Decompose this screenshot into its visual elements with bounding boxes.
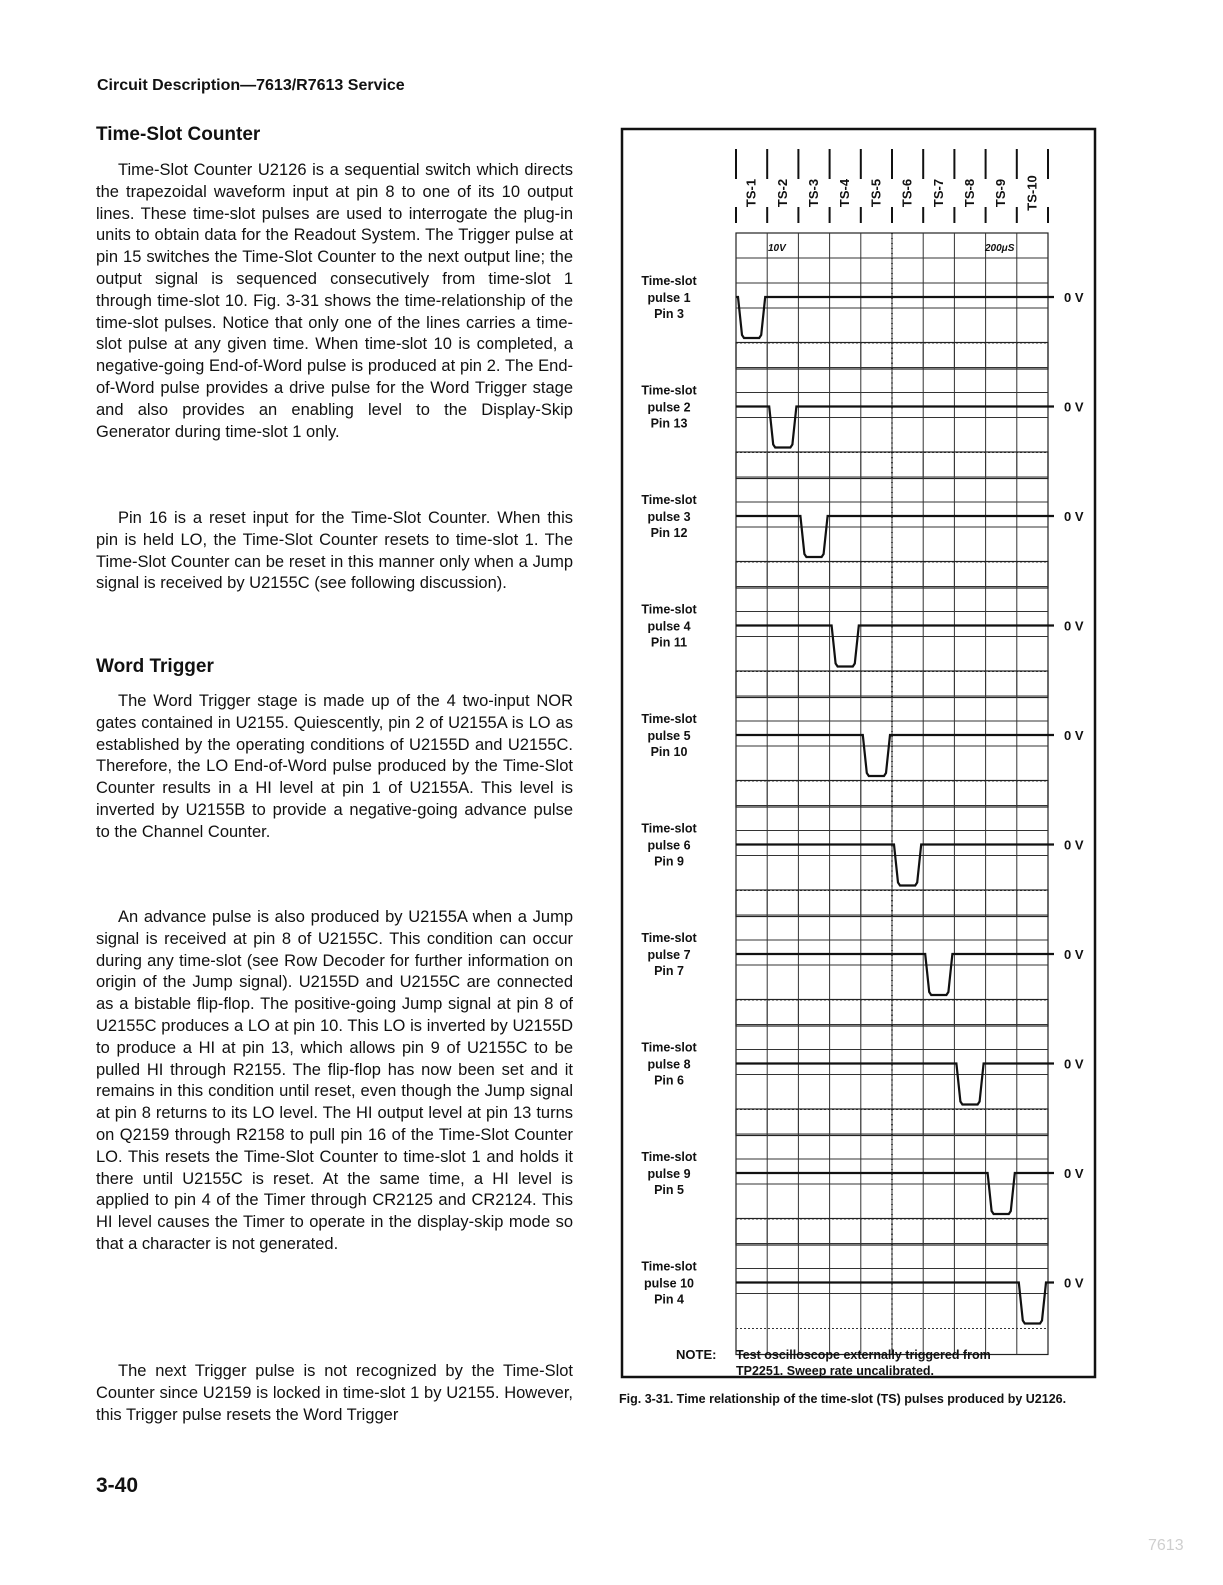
trace-title: Time-slot [641,493,697,507]
pulse-trace [736,845,1054,886]
pulse-trace [736,735,1054,776]
trace-pin-label: Pin 6 [654,1073,684,1088]
note-text: TP2251. Sweep rate uncalibrated. [736,1364,934,1378]
ts-label: TS-7 [930,178,946,208]
paragraph: Time-Slot Counter U2126 is a sequential switch which directs the trapezoidal waveform input at pin 8 to one of its 10 output lines. These time-slot pulses are used to interrogate the plug-in units to obtain data for the Readout System. The Trigger pulse at pin 15 switches the Time-Slot Counter to the next output line; the output signal is sequenced consecutively from time-slot 1 through time-slot 10. Fig. 3-31 shows the time-relationship of the time-slot pulses. Notice that only one of the lines carries a time-slot pulse at any given time. When time-slot 10 is completed, a negative-going End-of-Word pulse is produced at pin 2. The End-of-Word pulse provides a drive pulse for the Word Trigger stage and also provides an enabling level to the Display-Skip Generator during time-slot 1 only. [96,161,573,441]
trace-pin-label: Pin 4 [654,1292,684,1307]
trace-pulse-label: pulse 8 [647,1057,691,1072]
pulse-trace [736,954,1054,995]
zero-volt-label: 0 V [1064,399,1084,415]
pulse-trace [736,1173,1054,1214]
ts-label: TS-10 [1024,175,1040,211]
zero-volt-label: 0 V [1064,509,1084,524]
trace-title: Time-slot [641,1040,697,1055]
trace-pulse-label: pulse 1 [647,291,691,305]
figure-time-slot-pulses [619,127,1099,1382]
figure-caption: Fig. 3-31. Time relationship of the time-slot (TS) pulses produced by U2126. [619,1392,1067,1406]
trace-title: Time-slot [641,602,697,617]
trace-pin-label: Pin 13 [650,416,688,431]
ts-label: TS-4 [837,178,853,208]
trace-pulse-label: pulse 6 [647,838,691,853]
pulse-trace [736,1283,1054,1324]
trace-pulse-label: pulse 4 [647,619,691,634]
note-text: Test oscilloscope externally triggered from [736,1348,991,1362]
ts-label: TS-2 [774,178,790,208]
trace-pin-label: Pin 10 [650,745,688,759]
zero-volt-label: 0 V [1064,1056,1084,1072]
ts-label: TS-5 [868,178,884,208]
trace-title: Time-slot [641,931,697,945]
trace-title: Time-slot [641,1150,697,1164]
trace-title: Time-slot [641,274,697,288]
trace-pin-label: Pin 3 [654,307,684,321]
pulse-trace [736,1064,1054,1105]
ts-label: TS-8 [962,178,977,208]
page-watermark: 7613 [1148,1537,1184,1554]
paragraph: The Word Trigger stage is made up of the 4 two-input NOR gates contained in U2155. Quiescently, pin 2 of U2155A is LO as established by the operating conditions of U2155D and U2155C. Therefore, the LO End-of-Word pulse produced by the Time-Slot Counter results in a HI level at pin 1 of U2155A. This level is inverted by U2155B to provide a negative-going advance pulse to the Channel Counter. [96,692,573,841]
figure-frame [622,129,1095,1377]
page-number: 3-40 [96,1474,139,1497]
trace-pulse-label: pulse 10 [643,1276,695,1291]
note-label: NOTE: [676,1347,717,1362]
trace-pulse-label: pulse 7 [647,948,691,962]
trace-pulse-label: pulse 9 [647,1167,691,1181]
zero-volt-label: 0 V [1064,1275,1084,1291]
trace-pulse-label: pulse 5 [647,729,691,743]
zero-volt-label: 0 V [1064,728,1084,743]
zero-volt-label: 0 V [1064,837,1084,853]
paragraph: Pin 16 is a reset input for the Time-Slot Counter. When this pin is held LO, the Time-Slot Counter resets to time-slot 1. The Time-Slot Counter can be reset in this manner only when a Jump signal is received by U2155C (see following discussion). [96,509,573,593]
zero-volt-label: 0 V [1064,290,1084,305]
ts-label: TS-9 [993,178,1009,208]
zero-volt-label: 0 V [1064,1166,1084,1181]
ts-label: TS-1 [743,178,759,208]
time-per-div-label: 200μS [985,243,1015,254]
pulse-trace [736,516,1054,557]
trace-pin-label: Pin 12 [650,526,688,540]
pulse-trace [736,407,1054,448]
trace-pin-label: Pin 11 [650,635,688,650]
trace-pin-label: Pin 5 [654,1183,684,1197]
pulse-trace [736,297,1054,338]
trace-title: Time-slot [641,821,697,836]
trace-title: Time-slot [641,1259,697,1274]
pulse-trace [736,626,1054,667]
zero-volt-label: 0 V [1064,947,1084,962]
zero-volt-label: 0 V [1064,618,1084,634]
trace-title: Time-slot [641,712,697,726]
running-header: Circuit Description—7613/R7613 Service [97,77,405,94]
trace-title: Time-slot [641,383,697,398]
trace-pulse-label: pulse 2 [647,400,691,415]
ts-label: TS-3 [806,178,821,208]
paragraph: An advance pulse is also produced by U2155A when a Jump signal is received at pin 8 of U2155C. This condition can occur during any time-slot (see Row Decoder for further information on origin of the Jump signal). U2155D and U2155C are connected as a bistable flip-flop. The positive-going Jump signal at pin 8 of U2155C produces a LO at pin 10. This LO is inverted by U2155D to produce a HI at pin 13, which allows pin 9 of U2155C to be pulled HI through R2155. The flip-flop has now been set and it remains in this condition until reset, even though the Jump signal at pin 8 returns to its LO level. The HI output level at pin 13 turns on Q2159 through R2158 to pull pin 16 of the Time-Slot Counter LO. This resets the Time-Slot Counter to time-slot 1 and holds it there until U2155C is reset. At the same time, a HI level is applied to pin 4 of the Timer through CR2125 and CR2124. This HI level causes the Timer to operate in the display-skip mode so that a character is not generated. [96,908,573,1253]
section-heading-word-trigger: Word Trigger [96,656,214,677]
trace-pin-label: Pin 9 [654,854,684,869]
trace-pulse-label: pulse 3 [647,510,691,524]
trace-pin-label: Pin 7 [654,964,684,978]
volts-per-div-label: 10V [768,243,786,254]
ts-label: TS-6 [899,178,915,208]
section-heading-time-slot-counter: Time-Slot Counter [96,124,261,145]
paragraph: The next Trigger pulse is not recognized by the Time-Slot Counter since U2159 is locked in time-slot 1 by U2155. However, this Trigger pulse resets the Word Trigger [96,1362,573,1424]
